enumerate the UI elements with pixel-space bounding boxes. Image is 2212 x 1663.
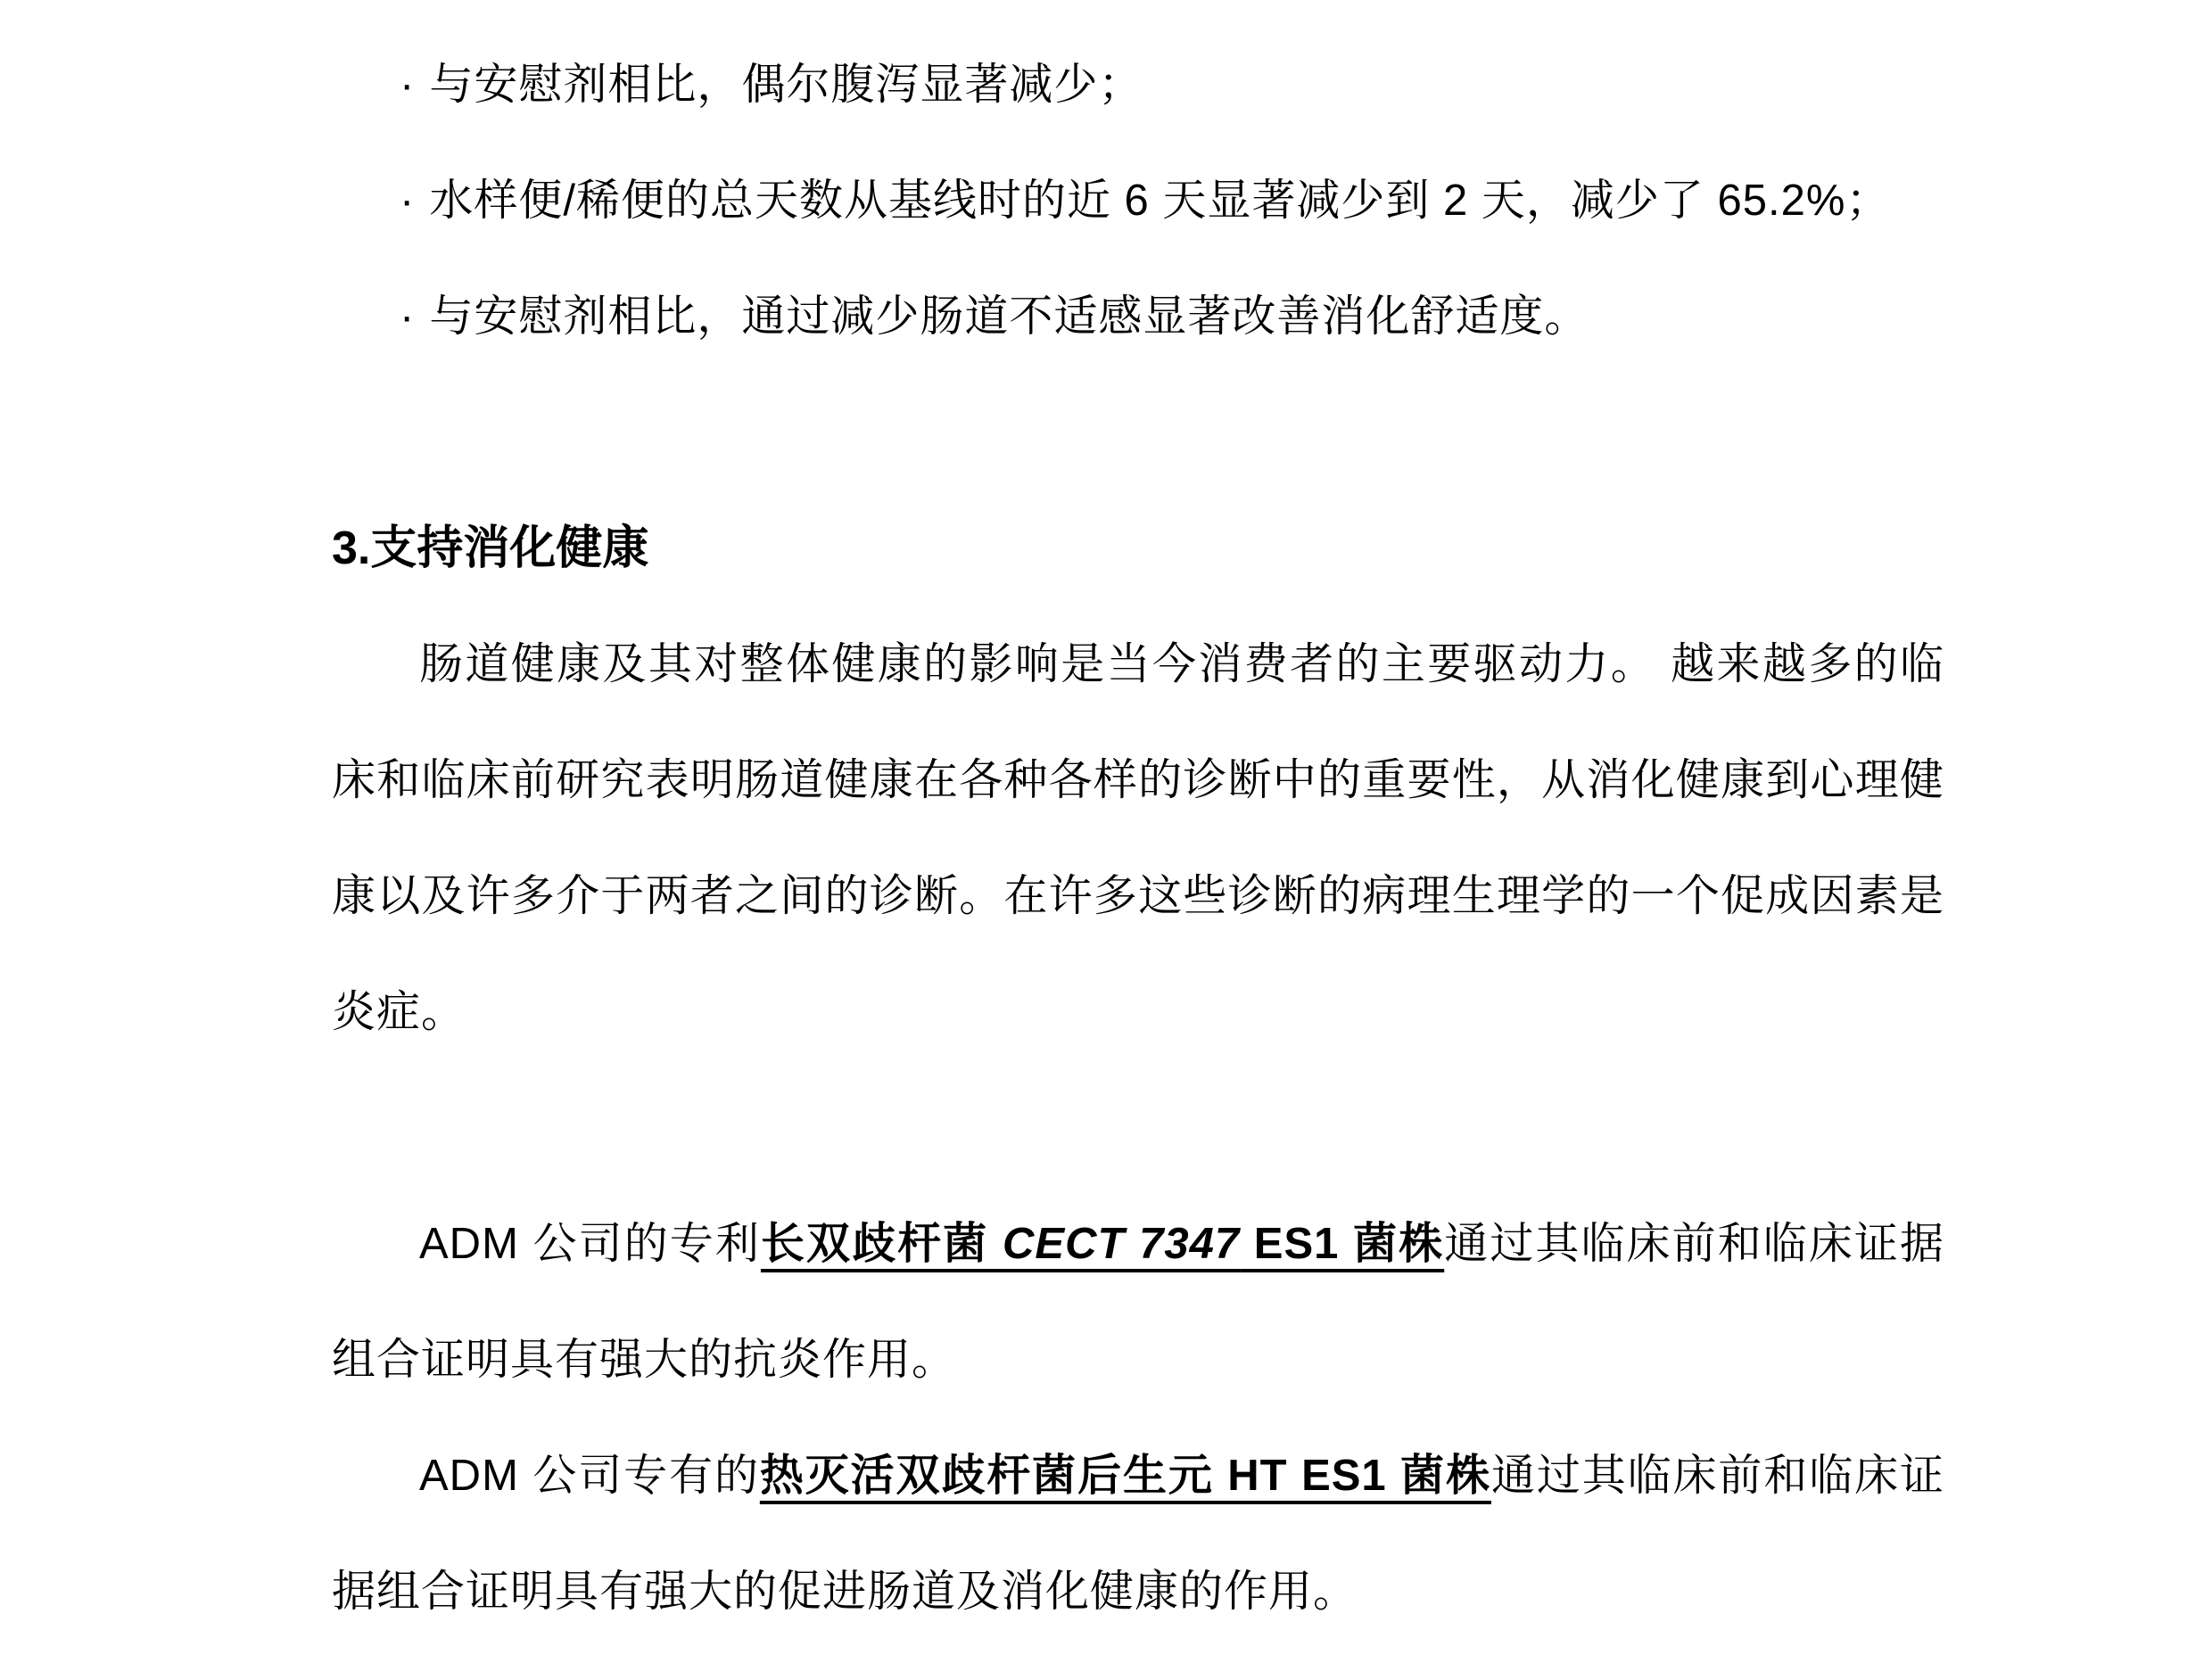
- strain-name-underlined: [761, 1220, 1444, 1268]
- strain-tail-part: ES1 菌株: [1240, 1220, 1445, 1268]
- section-heading-digestive-health: 3.支持消化健康: [332, 523, 649, 574]
- paragraph-prefix: ADM 公司的专利: [419, 1220, 761, 1268]
- bullet-item-diarrhea: [332, 27, 1944, 143]
- strain-name-underlined: 热灭活双歧杆菌后生元 HT ES1 菌株: [759, 1452, 1491, 1500]
- paragraph-suffix: 通过其临床前和临床证据组合证明具有强大的促进肠道及消化健康的作用。: [332, 1452, 1944, 1616]
- bullet-dot-icon: ·: [400, 292, 416, 341]
- bullet-text: 水样便/稀便的总天数从基线时的近 6 天显著减少到 2 天，减少了 65.2%；: [429, 177, 1891, 225]
- paragraph-gut-health-intro: 肠道健康及其对整体健康的影响是当今消费者的主要驱动力。 越来越多的临床和临床前研究表明肠道健康在各种各样的诊断中的重要性，从消化健康到心理健康以及许多介于两者之间的诊断。在许多这些诊断的病理生理学的一个促成因素是炎症。: [332, 640, 1944, 1036]
- strain-code-italic: CECT 7347: [1003, 1220, 1241, 1268]
- bullet-dot-icon: ·: [400, 177, 416, 225]
- strain-cn-part: 长双歧杆菌: [760, 1220, 1003, 1268]
- document-page: [332, 27, 1944, 1650]
- paragraph-ht-es1-strain: [332, 1418, 1944, 1650]
- paragraph-es1-strain: [332, 1186, 1944, 1418]
- bullet-item-digestive-comfort: [332, 259, 1944, 375]
- bullet-text: 与安慰剂相比，通过减少肠道不适感显著改善消化舒适度。: [429, 292, 1589, 341]
- blank-line: [332, 375, 1944, 490]
- bullet-text: 与安慰剂相比，偶尔腹泻显著减少；: [429, 61, 1143, 109]
- bullet-item-stool-days: [332, 143, 1944, 259]
- paragraph-suffix: 通过其临床前和临床证据组合证明具有强大的抗炎作用。: [332, 1220, 1944, 1384]
- bullet-dot-icon: ·: [400, 61, 416, 109]
- blank-line: [332, 1070, 1944, 1186]
- paragraph-prefix: ADM 公司专有的: [419, 1452, 760, 1500]
